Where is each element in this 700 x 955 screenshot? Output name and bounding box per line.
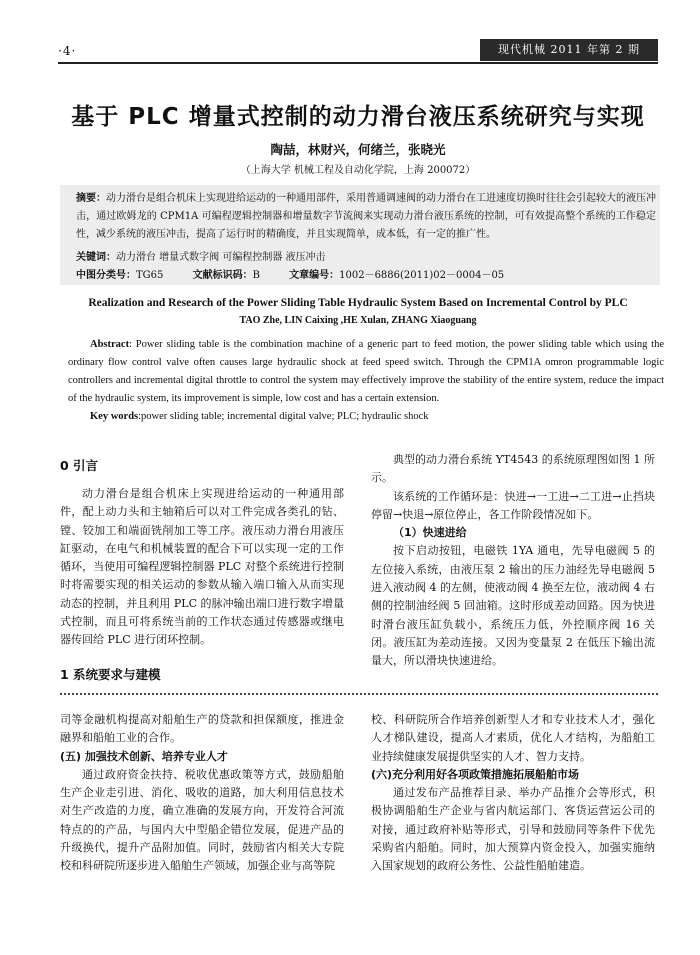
other-article-left-column	[60, 711, 344, 876]
english-authors: TAO Zhe, LIN Caixing ,HE Xulan, ZHANG Xiaoguang	[239, 315, 477, 326]
abstract-cn	[76, 190, 656, 244]
english-title: Realization and Research of the Power Sliding Table Hydraulic System Based on Incremental Control by PLC	[88, 297, 628, 309]
keywords-cn	[76, 249, 326, 267]
classification-line	[76, 267, 504, 285]
header-rule	[58, 62, 658, 64]
other-article-right-column	[371, 711, 655, 876]
section-1-heading: 1 系统要求与建模	[60, 667, 161, 682]
article-authors: 陶喆，林财兴，何绪兰，张晓光	[270, 142, 446, 157]
body-left-column	[60, 485, 344, 650]
other-left-paragraph-1: 司等金融机构提高对船舶生产的贷款和担保额度，推进金融界和船舶工业的合作。	[60, 713, 344, 745]
english-keywords-label: Key words	[90, 411, 139, 422]
other-right-heading: (六)充分利用好各项政策措施拓展船舶市场	[371, 767, 580, 781]
english-keywords	[90, 408, 650, 426]
abstract-label: 摘要：	[76, 193, 106, 204]
doc-code-label: 文献标识码：	[192, 270, 253, 281]
english-keywords-text: :power sliding table; incremental digital valve; PLC; hydraulic shock	[138, 411, 429, 422]
abstract-text: 动力滑台是组合机床上实现进给运动的一种通用部件，采用普通调速阀的动力滑台在工进速度切换时往往会引起较大的液压冲击，通过欧姆龙的 CPM1A 可编程逻辑控制器和增量数字节流阀来实现动力滑台液压系统的控制，可有效提高整个系统的工作稳定性，减少系统的液压冲击，提高了运行时的精确度，并且实现简单，成本低，有一定的推广性。	[76, 193, 656, 240]
other-left-paragraph-2: 通过政府资金扶持、税收优惠政策等方式，鼓励船舶生产企业走引进、消化、吸收的道路，加大利用信息技术对生产改造的力度，确立准确的发展方向，开发符合河流特点的的产品，与国内大中型船企错位发展，促进产品的升级换代，提升产品附加值。同时，鼓励省内相关大专院校和科研院所逐步进入船舶生产领域，加强企业与高等院	[60, 767, 344, 873]
journal-issue-badge: 现代机械 2011 年第 2 期	[480, 39, 658, 61]
intro-paragraph: 动力滑台是组合机床上实现进给运动的一种通用部件，配上动力头和主轴箱后可以对工件完成各类孔的钻、镗、铰加工和端面铣削加工等工序。液压动力滑台用液压缸驱动，在电气和机械装置的配合下可以实现一定的工作循环，当使用可编程逻辑控制器 PLC 对整个系统进行控制时将需要实现的相关运动的参数从输入端口输入从而实现动态的控制，并且利用 PLC 的脉冲输出端口进行数字增量式控制，而且可将系统当前的工作状态通过传感器或继电器传回给 PLC 进行闭环控制。	[60, 487, 344, 647]
clc-value: TG65	[136, 270, 164, 281]
article-affiliation: （上海大学 机械工程及自动化学院，上海 200072）	[240, 165, 476, 176]
article-separator	[60, 693, 658, 695]
other-right-paragraph-1: 校、科研院所合作培养创新型人才和专业技术人才，强化人才梯队建设，提高人才素质，优化人才结构，为船舶工业持续健康发展提供坚实的人才、智力支持。	[371, 713, 655, 763]
keywords-text: 动力滑台 增量式数字阀 可编程控制器 液压冲击	[116, 252, 326, 263]
section-0-heading: 0 引言	[60, 458, 99, 473]
other-right-paragraph-2: 通过发布产品推荐目录、举办产品推介会等形式，积极协调船舶生产企业与省内航运部门、客货运营运公司的对接，通过政府补贴等形式，引导和鼓励同等条件下优先采购省内船舶。同时，加大预算内资金投入，加强实施纳入国家规划的政府公务性、公益性船舶建造。	[371, 786, 655, 873]
other-left-heading: (五) 加强技术创新、培养专业人才	[60, 749, 228, 763]
article-no-value: 1002－6886(2011)02－0004－05	[339, 270, 505, 281]
right-paragraph-1: 典型的动力滑台系统 YT4543 的系统原理图如图 1 所示。	[371, 453, 655, 485]
right-paragraph-2: 该系统的工作循环是：快进→一工进→二工进→止挡块停留→快退→原位停止，各工作阶段情况如下。	[371, 489, 655, 521]
doc-code-value: B	[252, 270, 260, 281]
english-abstract-text: : Power sliding table is the combination machine of a generic part to feed motion, the power sliding table which using the ordinary flow control valve often causes large hydraulic shock at feed speed switch. Through the CPM1A omron programmable logic controllers and incremental digital throttle to control the system may effectively improve the stability of the entire system, reduce the impact of the hydraulic system, its improvement is simple, low cost and has a certain extension.	[68, 339, 664, 404]
clc-label: 中图分类号：	[76, 270, 136, 281]
fast-feed-subheading: （1）快速进给	[393, 526, 467, 540]
article-title: 基于 PLC 增量式控制的动力滑台液压系统研究与实现	[71, 104, 645, 130]
keywords-label: 关键词：	[76, 252, 116, 263]
english-abstract	[68, 336, 664, 408]
body-right-column	[371, 451, 655, 671]
page-number: ·4·	[58, 44, 77, 58]
english-abstract-label: Abstract	[90, 339, 130, 350]
article-no-label: 文章编号：	[289, 270, 340, 281]
right-paragraph-3: 按下启动按钮，电磁铁 1YA 通电，先导电磁阀 5 的左位接入系统，由液压泵 2 输出的压力油经先导电磁阀 5 进入液动阀 4 的左侧，使液动阀 4 换至左位，液动阀 4 右侧的控制油经阀 5 回油箱。这时形成差动回路。因为快进时滑台液压缸负载小，系统压力低，外控顺序阀 16 关闭。液压缸为差动连接。又因为变量泵 2 在低压下输出流量大，所以滑块快速进给。	[371, 544, 655, 668]
